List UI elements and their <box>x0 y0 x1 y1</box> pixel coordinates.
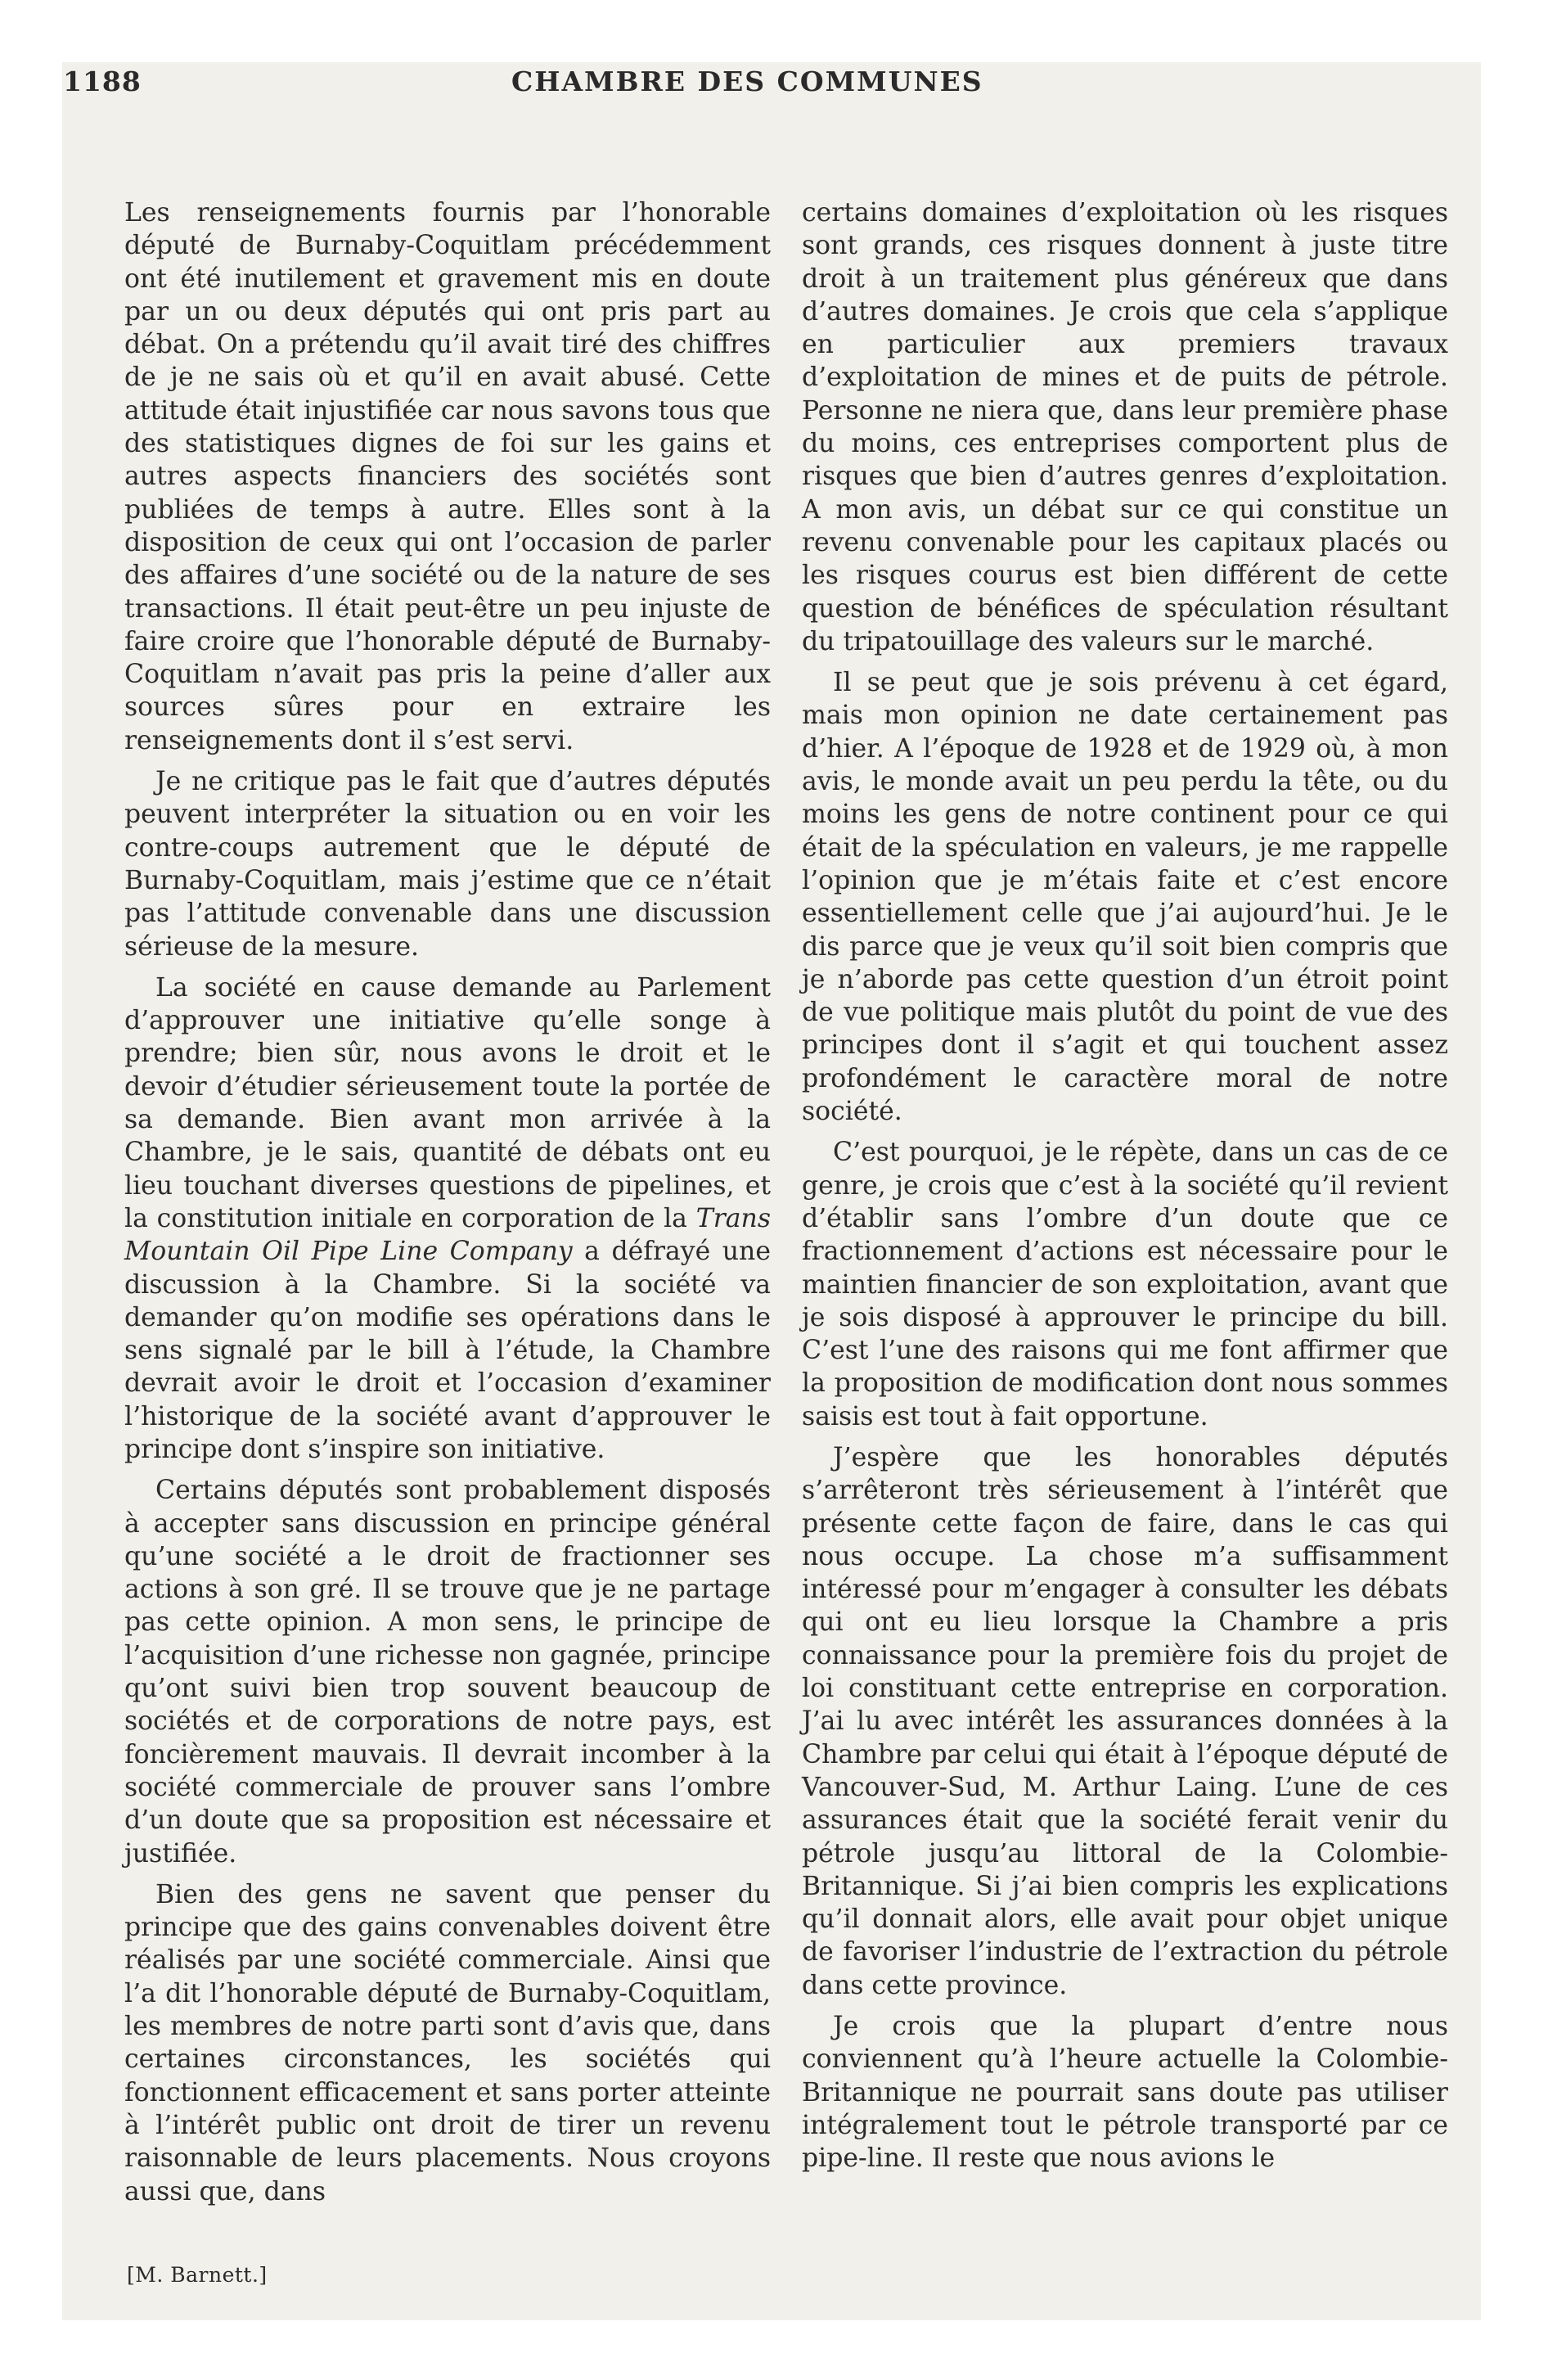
paragraph: Les renseignements fournis par l’honorable député de Burnaby-Coquitlam précédemment ont été inutilement et gravement mis en doute par un ou deux députés qui ont pris part au débat. On a prétendu qu’il avait tiré des chiffres de je ne sais où et qu’il en avait abusé. Cette attitude était injustifiée car nous savons tous que des statistiques dignes de foi sur les gains et autres aspects financiers des sociétés sont publiées de temps à autre. Elles sont à la disposition de ceux qui ont l’occasion de parler des affaires d’une société ou de la nature de ses transactions. Il était peut-être un peu injuste de faire croire que l’honorable député de Burnaby-Coquitlam n’avait pas pris la peine d’aller aux sources sûres pour en extraire les renseignements dont il s’est servi. <box>124 198 771 755</box>
speaker-attribution: [M. Barnett.] <box>127 2263 268 2287</box>
paragraph: C’est pourquoi, je le répète, dans un cas de ce genre, je crois que c’est à la société qu’il revient d’établir sans l’ombre d’un doute que ce fractionnement d’actions est nécessaire pour le maintien financier de son exploitation, avant que je sois disposé à approuver le principe du bill. C’est l’une des raisons qui me font affirmer que la proposition de modification dont nous sommes saisis est tout à fait opportune. <box>802 1138 1448 1431</box>
left-column <box>124 196 771 2216</box>
page-header <box>63 65 1331 115</box>
paragraph-text: La société en cause demande au Parlement d’approuver une initiative qu’elle songe à prendre; bien sûr, nous avons le droit et le devoir d’étudier sérieusement toute la portée de sa demande. Bien avant mon arrivée à la Chambre, je le sais, quantité de débats ont eu lieu touchant diverses questions de pipelines, et la constitution initiale en corporation de la <box>124 972 771 1233</box>
paragraph: Bien des gens ne savent que penser du principe que des gains convenables doivent être réalisés par une société commerciale. Ainsi que l’a dit l’honorable député de Burnaby-Coquitlam, les membres de notre parti sont d’avis que, dans certaines circonstances, les sociétés qui fonctionnent efficacement et sans porter atteinte à l’intérêt public ont droit de tirer un revenu raisonnable de leurs placements. Nous croyons aussi que, dans <box>124 1879 771 2206</box>
paragraph <box>124 971 771 1466</box>
paragraph: certains domaines d’exploitation où les risques sont grands, ces risques donnent à juste titre droit à un traitement plus généreux que dans d’autres domaines. Je crois que cela s’applique en particulier aux premiers travaux d’exploitation de mines et de puits de pétrole. Personne ne niera que, dans leur première phase du moins, ces entreprises comportent plus de risques que bien d’autres genres d’exploitation. A mon avis, un débat sur ce qui constitue un revenu convenable pour les capitaux placés ou les risques courus est bien différent de cette question de bénéfices de spéculation résultant du tripatouillage des valeurs sur le marché. <box>802 198 1448 656</box>
paragraph-text: a défrayé une discussion à la Chambre. Si la société va demander qu’on modifie ses opérations dans le sens signalé par le bill à l’étude, la Chambre devrait avoir le droit et l’occasion d’examiner l’historique de la société avant d’approuver le principe dont s’inspire son initiative. <box>124 1237 771 1464</box>
page-number: 1188 <box>63 65 142 97</box>
company-name: Trans Mountain Oil Pipe Line Company <box>124 1203 771 1267</box>
right-column <box>802 196 1448 2184</box>
paragraph: Je ne critique pas le fait que d’autres députés peuvent interpréter la situation ou en voir les contre-coups autrement que le député de Burnaby-Coquitlam, mais j’estime que ce n’était pas l’attitude convenable dans une discussion sérieuse de la mesure. <box>124 767 771 962</box>
paragraph: Certains députés sont probablement disposés à accepter sans discussion en principe général qu’une société a le droit de fractionner ses actions à son gré. Il se trouve que je ne partage pas cette opinion. A mon sens, le principe de l’acquisition d’une richesse non gagnée, principe qu’ont suivi bien trop souvent beaucoup de sociétés et de corporations de notre pays, est foncièrement mauvais. Il devrait incomber à la société commerciale de prouver sans l’ombre d’un doute que sa proposition est nécessaire et justifiée. <box>124 1476 771 1868</box>
paragraph: Je crois que la plupart d’entre nous conviennent qu’à l’heure actuelle la Colombie-Britannique ne pourrait sans doute pas utiliser intégralement tout le pétrole transporté par ce pipe-line. Il reste que nous avions le <box>802 2012 1448 2174</box>
paragraph: Il se peut que je sois prévenu à cet égard, mais mon opinion ne date certainement pas d’hier. A l’époque de 1928 et de 1929 où, à mon avis, le monde avait un peu perdu la tête, ou du moins les gens de notre continent pour ce qui était de la spéculation en valeurs, je me rappelle l’opinion que je m’étais faite et c’est encore essentiellement celle que j’ai aujourd’hui. Je le dis parce que je veux qu’il soit bien compris que je n’aborde pas cette question d’un étroit point de vue politique mais plutôt du point de vue des principes dont il s’agit et qui touchent assez profondément le caractère moral de notre société. <box>802 668 1448 1127</box>
paragraph: J’espère que les honorables députés s’arrêteront très sérieusement à l’intérêt que présente cette façon de faire, dans le cas qui nous occupe. La chose m’a suffisamment intéressé pour m’engager à consulter les débats qui ont eu lieu lorsque la Chambre a pris connaissance pour la première fois du projet de loi constituant cette entreprise en corporation. J’ai lu avec intérêt les assurances données à la Chambre par celui qui était à l’époque député de Vancouver-Sud, M. Arthur Laing. L’une de ces assurances était que la société ferait venir du pétrole jusqu’au littoral de la Colombie-Britannique. Si j’ai bien compris les explications qu’il donnait alors, elle avait pour objet unique de favoriser l’industrie de l’extraction du pétrole dans cette province. <box>802 1442 1448 2000</box>
running-head: CHAMBRE DES COMMUNES <box>511 65 983 97</box>
